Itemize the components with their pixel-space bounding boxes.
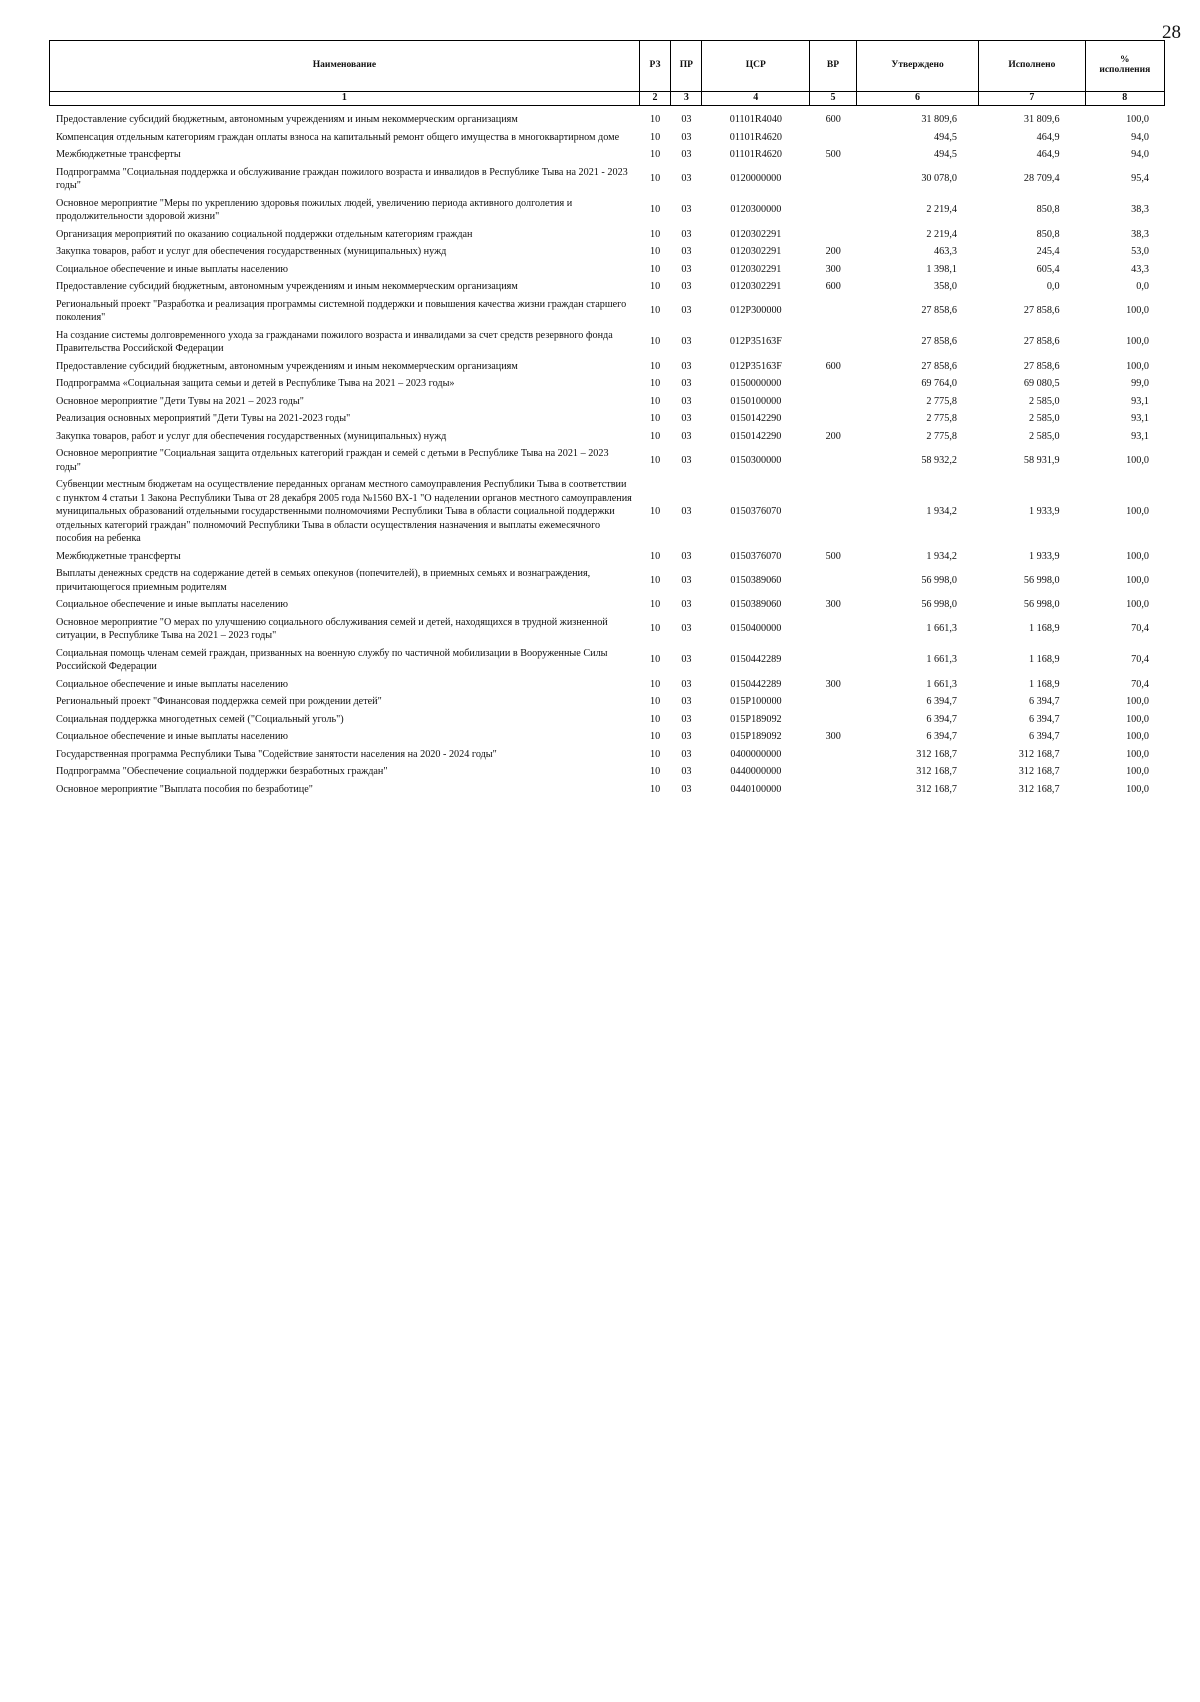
- cell-pr: 03: [681, 713, 692, 725]
- cell-rz: 10: [649, 336, 661, 348]
- cell-vr: [810, 476, 857, 548]
- cell-rz: 10: [649, 678, 661, 690]
- cell-name: Социальная поддержка многодетных семей ("Социальный уголь"): [56, 713, 344, 725]
- cell-pr: 03: [681, 281, 692, 292]
- cell-csr: 0150442289: [730, 654, 782, 666]
- cell-csr: 0400000000: [730, 748, 782, 760]
- table-row: [49, 781, 1165, 799]
- cell-vr: [810, 393, 857, 411]
- cell-executed: 58 931,9: [1023, 454, 1060, 466]
- cell-approved: 1 661,3: [926, 623, 957, 635]
- cell-percent: 38,3: [1131, 204, 1149, 216]
- cell-name: Основное мероприятие "Дети Тувы на 2021 – 2023 годы": [56, 395, 304, 407]
- cell-rz: 10: [649, 506, 661, 517]
- cell-pr: 03: [681, 395, 692, 407]
- cell-vr: 600: [825, 360, 841, 372]
- cell-vr: [810, 164, 857, 195]
- cell-csr: 0150300000: [730, 454, 782, 466]
- cell-csr: 0120000000: [730, 173, 782, 185]
- cell-name: Социальная помощь членам семей граждан, призванных на военную службу по частичной мобилизации в Вооруженные Силы Российской Федерации: [56, 647, 608, 672]
- cell-executed: 27 858,6: [1023, 305, 1060, 317]
- cell-name: Государственная программа Республики Тыва "Содействие занятости населения на 2020 - 2024 годы": [56, 748, 497, 760]
- cell-approved: 58 932,2: [921, 454, 957, 466]
- cell-rz: 10: [649, 204, 661, 216]
- cell-name: Закупка товаров, работ и услуг для обеспечения государственных (муниципальных) нужд: [56, 430, 447, 442]
- cell-csr: 015P100000: [730, 696, 782, 707]
- col-header-pr: ПР: [671, 41, 702, 92]
- table-row: [49, 428, 1165, 446]
- cell-name: Предоставление субсидий бюджетным, автономным учреждениям и иным некоммерческим организациям: [56, 114, 518, 125]
- cell-name: Предоставление субсидий бюджетным, автономным учреждениям и иным некоммерческим организациям: [56, 281, 518, 292]
- cell-pr: 03: [681, 430, 692, 442]
- cell-name: Подпрограмма «Социальная защита семьи и детей в Республике Тыва на 2021 – 2023 годы»: [56, 378, 455, 389]
- cell-approved: 30 078,0: [921, 173, 957, 185]
- cell-percent: 95,4: [1131, 173, 1149, 185]
- cell-vr: [810, 781, 857, 799]
- cell-rz: 10: [649, 281, 661, 292]
- cell-approved: 2 775,8: [926, 430, 957, 442]
- cell-approved: 69 764,0: [921, 378, 957, 389]
- col-header-percent: [1085, 41, 1164, 92]
- cell-approved: 27 858,6: [921, 305, 957, 317]
- cell-name: На создание системы долговременного ухода за гражданами пожилого возраста и инвалидами за счет средств резервного фонда Правительства Российской Федерации: [56, 329, 613, 354]
- cell-name: Основное мероприятие "Социальная защита отдельных категорий граждан и семей с детьми в Республике Тыва на 2021 – 2023 годы": [56, 448, 609, 473]
- cell-csr: 0150442289: [730, 678, 782, 690]
- cell-executed: 850,8: [1036, 228, 1060, 240]
- cell-name: Основное мероприятие "Выплата пособия по безработице": [56, 783, 313, 795]
- cell-rz: 10: [649, 766, 661, 777]
- cell-csr: 0120302291: [730, 246, 782, 257]
- cell-vr: [810, 375, 857, 393]
- cell-approved: 6 394,7: [926, 713, 957, 725]
- cell-rz: 10: [649, 713, 661, 725]
- cell-rz: 10: [649, 430, 661, 442]
- cell-percent: 100,0: [1126, 748, 1149, 760]
- cell-percent: 94,0: [1131, 131, 1149, 143]
- cell-executed: 245,4: [1036, 246, 1060, 257]
- cell-rz: 10: [649, 454, 661, 466]
- cell-vr: [810, 296, 857, 327]
- cell-vr: [810, 693, 857, 711]
- cell-csr: 0150400000: [730, 623, 782, 635]
- cell-pr: 03: [681, 114, 692, 125]
- cell-name: Межбюджетные трансферты: [56, 550, 181, 562]
- cell-rz: 10: [649, 246, 661, 257]
- cell-vr: [810, 410, 857, 428]
- cell-approved: 2 219,4: [926, 204, 957, 216]
- table-row: [49, 296, 1165, 327]
- cell-csr: 01101R4620: [729, 131, 783, 143]
- col-number: 2: [639, 92, 670, 106]
- cell-percent: 94,0: [1131, 149, 1149, 160]
- cell-pr: 03: [681, 678, 692, 690]
- cell-name: Социальное обеспечение и иные выплаты населению: [56, 678, 289, 690]
- cell-name: Закупка товаров, работ и услуг для обеспечения государственных (муниципальных) нужд: [56, 246, 447, 257]
- cell-rz: 10: [649, 263, 661, 275]
- cell-rz: 10: [649, 599, 661, 610]
- cell-csr: 0150100000: [730, 395, 782, 407]
- cell-name: Социальное обеспечение и иные выплаты населению: [56, 599, 289, 610]
- cell-name: Региональный проект "Финансовая поддержка семей при рождении детей": [56, 696, 382, 707]
- cell-percent: 100,0: [1126, 783, 1149, 795]
- table-row: [49, 410, 1165, 428]
- table-header: [49, 40, 1165, 106]
- table-row: [49, 746, 1165, 764]
- cell-executed: 28 709,4: [1023, 173, 1060, 185]
- cell-vr: [810, 195, 857, 226]
- cell-name: Основное мероприятие "Меры по укреплению здоровья пожилых людей, увеличению периода активного долголетия и продолжительности здоровой жизни": [56, 197, 573, 222]
- cell-pr: 03: [681, 246, 692, 257]
- cell-rz: 10: [649, 574, 661, 586]
- cell-pr: 03: [681, 550, 692, 562]
- cell-vr: 600: [825, 114, 841, 125]
- cell-rz: 10: [649, 360, 661, 372]
- cell-pr: 03: [681, 506, 692, 517]
- cell-approved: 358,0: [934, 281, 957, 292]
- cell-csr: 0440100000: [730, 783, 782, 795]
- cell-csr: 0150142290: [730, 430, 782, 442]
- cell-rz: 10: [649, 114, 661, 125]
- cell-approved: 56 998,0: [921, 599, 957, 610]
- table-row: [49, 146, 1165, 164]
- col-header-name: Наименование: [50, 41, 640, 92]
- col-header-executed: Исполнено: [979, 41, 1085, 92]
- cell-approved: 27 858,6: [921, 360, 957, 372]
- col-number: 4: [702, 92, 810, 106]
- cell-name: Социальное обеспечение и иные выплаты населению: [56, 731, 289, 742]
- cell-csr: 0150389060: [730, 599, 782, 610]
- table-row: [49, 129, 1165, 147]
- table-body: [49, 111, 1165, 798]
- cell-approved: 2 775,8: [926, 395, 957, 407]
- cell-executed: 1 933,9: [1028, 550, 1060, 562]
- cell-csr: 0440000000: [730, 766, 782, 777]
- cell-approved: 1 661,3: [926, 678, 957, 690]
- cell-csr: 0120302291: [730, 281, 782, 292]
- cell-pr: 03: [681, 336, 692, 348]
- cell-approved: 2 219,4: [926, 228, 957, 240]
- cell-pr: 03: [681, 204, 692, 216]
- cell-approved: 312 168,7: [916, 766, 957, 777]
- cell-executed: 1 168,9: [1028, 654, 1060, 666]
- cell-name: Региональный проект "Разработка и реализация программы системной поддержки и повышения качества жизни граждан старшего поколения": [56, 298, 627, 323]
- cell-pr: 03: [681, 131, 692, 143]
- cell-executed: 1 933,9: [1028, 506, 1060, 517]
- cell-percent: 100,0: [1126, 574, 1149, 586]
- table-row: [49, 327, 1165, 358]
- cell-percent: 70,4: [1131, 654, 1149, 666]
- cell-pr: 03: [681, 149, 692, 160]
- cell-csr: 01101R4620: [729, 149, 783, 160]
- cell-percent: 0,0: [1136, 281, 1149, 292]
- cell-name: Выплаты денежных средств на содержание детей в семьях опекунов (попечителей), в приемных семьях и вознаграждения, причитающегося приемным родителям: [56, 568, 591, 593]
- cell-name: Подпрограмма "Социальная поддержка и обслуживание граждан пожилого возраста и инвалидов в Республике Тыва на 2021 - 2023 годы": [56, 166, 628, 191]
- cell-executed: 464,9: [1036, 131, 1060, 143]
- col-header-approved: Утверждено: [856, 41, 978, 92]
- cell-percent: 53,0: [1131, 246, 1149, 257]
- cell-rz: 10: [649, 748, 661, 760]
- table-row: [49, 243, 1165, 261]
- cell-approved: 6 394,7: [926, 696, 957, 707]
- cell-percent: 99,0: [1131, 378, 1149, 389]
- cell-vr: 200: [825, 246, 841, 257]
- cell-rz: 10: [649, 173, 661, 185]
- cell-executed: 27 858,6: [1023, 360, 1060, 372]
- cell-csr: 015P189092: [730, 713, 782, 725]
- table-row: [49, 676, 1165, 694]
- cell-executed: 2 585,0: [1028, 413, 1060, 424]
- cell-approved: 31 809,6: [921, 114, 957, 125]
- table-row: [49, 226, 1165, 244]
- cell-vr: 500: [825, 149, 841, 160]
- table-row: [49, 645, 1165, 676]
- cell-csr: 0150142290: [730, 413, 782, 424]
- table-row: [49, 711, 1165, 729]
- cell-percent: 70,4: [1131, 623, 1149, 635]
- cell-vr: [810, 763, 857, 781]
- table-row: [49, 445, 1165, 476]
- cell-vr: [810, 445, 857, 476]
- cell-rz: 10: [649, 413, 661, 424]
- cell-percent: 100,0: [1126, 696, 1149, 707]
- cell-executed: 6 394,7: [1028, 731, 1060, 742]
- cell-percent: 100,0: [1126, 713, 1149, 725]
- cell-vr: 600: [825, 281, 841, 292]
- cell-percent: 70,4: [1131, 678, 1149, 690]
- cell-vr: [810, 226, 857, 244]
- cell-pr: 03: [681, 263, 692, 275]
- cell-executed: 69 080,5: [1023, 378, 1060, 389]
- cell-percent: 100,0: [1126, 114, 1149, 125]
- cell-approved: 1 398,1: [926, 263, 957, 275]
- cell-csr: 012P35163F: [729, 336, 782, 348]
- cell-name: Предоставление субсидий бюджетным, автономным учреждениям и иным некоммерческим организациям: [56, 360, 518, 372]
- cell-csr: 0120302291: [730, 228, 782, 240]
- cell-csr: 015P189092: [730, 731, 782, 742]
- table-row: [49, 375, 1165, 393]
- cell-pr: 03: [681, 360, 692, 372]
- col-number: 3: [671, 92, 702, 106]
- col-number: 8: [1085, 92, 1164, 106]
- cell-name: Межбюджетные трансферты: [56, 149, 181, 160]
- cell-csr: 012P300000: [730, 305, 782, 317]
- cell-vr: 300: [825, 731, 841, 742]
- cell-rz: 10: [649, 395, 661, 407]
- cell-vr: [810, 129, 857, 147]
- cell-vr: [810, 614, 857, 645]
- cell-executed: 1 168,9: [1028, 623, 1060, 635]
- table-row: [49, 195, 1165, 226]
- cell-rz: 10: [649, 131, 661, 143]
- cell-executed: 850,8: [1036, 204, 1060, 216]
- cell-executed: 1 168,9: [1028, 678, 1060, 690]
- cell-name: Компенсация отдельным категориям граждан оплаты взноса на капитальный ремонт общего имущества в многоквартирном доме: [56, 131, 620, 143]
- cell-name: Реализация основных мероприятий "Дети Тувы на 2021-2023 годы": [56, 413, 351, 424]
- cell-executed: 312 168,7: [1018, 748, 1060, 760]
- cell-vr: 300: [825, 263, 841, 275]
- cell-rz: 10: [649, 654, 661, 666]
- cell-percent: 100,0: [1126, 336, 1149, 348]
- cell-pr: 03: [681, 783, 692, 795]
- col-header-percent-sign: %: [1120, 55, 1130, 66]
- table-row: [49, 565, 1165, 596]
- col-header-csr: ЦСР: [702, 41, 810, 92]
- cell-executed: 27 858,6: [1023, 336, 1060, 348]
- cell-pr: 03: [681, 623, 692, 635]
- cell-approved: 6 394,7: [926, 731, 957, 742]
- cell-csr: 0150000000: [730, 378, 782, 389]
- col-header-rz: РЗ: [639, 41, 670, 92]
- cell-percent: 100,0: [1126, 305, 1149, 317]
- cell-pr: 03: [681, 228, 692, 240]
- cell-executed: 0,0: [1046, 281, 1060, 292]
- cell-rz: 10: [649, 378, 661, 389]
- cell-approved: 463,3: [934, 246, 957, 257]
- cell-executed: 312 168,7: [1018, 766, 1060, 777]
- table-row: [49, 728, 1165, 746]
- cell-percent: 100,0: [1126, 550, 1149, 562]
- cell-rz: 10: [649, 550, 661, 562]
- cell-pr: 03: [681, 766, 692, 777]
- cell-vr: 300: [825, 599, 841, 610]
- cell-name: Социальное обеспечение и иные выплаты населению: [56, 263, 289, 275]
- cell-csr: 0120300000: [730, 204, 782, 216]
- table-row: [49, 548, 1165, 566]
- cell-percent: 100,0: [1126, 599, 1149, 610]
- cell-percent: 100,0: [1126, 731, 1149, 742]
- cell-executed: 56 998,0: [1023, 574, 1060, 586]
- table-row: [49, 693, 1165, 711]
- cell-executed: 464,9: [1036, 149, 1060, 160]
- cell-percent: 93,1: [1131, 430, 1149, 442]
- table-row: [49, 261, 1165, 279]
- cell-executed: 312 168,7: [1018, 783, 1060, 795]
- col-header-percent-label: исполнения: [1099, 65, 1151, 75]
- cell-percent: 100,0: [1126, 766, 1149, 777]
- cell-pr: 03: [681, 696, 692, 707]
- cell-pr: 03: [681, 599, 692, 610]
- cell-percent: 93,1: [1131, 413, 1149, 424]
- cell-rz: 10: [649, 623, 661, 635]
- cell-name: Организация мероприятий по оказанию социальной поддержки отдельным категориям граждан: [56, 228, 473, 240]
- col-header-vr: ВР: [810, 41, 857, 92]
- cell-rz: 10: [649, 149, 661, 160]
- cell-percent: 43,3: [1131, 263, 1149, 275]
- cell-executed: 31 809,6: [1023, 114, 1060, 125]
- cell-name: Подпрограмма "Обеспечение социальной поддержки безработных граждан": [56, 766, 388, 777]
- cell-name: Основное мероприятие "О мерах по улучшению социального обслуживания семей и детей, находящихся в трудной жизненной ситуации, в Республике Тыва на 2021 – 2023 годы": [56, 616, 608, 641]
- cell-executed: 6 394,7: [1028, 713, 1060, 725]
- cell-pr: 03: [681, 378, 692, 389]
- cell-executed: 2 585,0: [1028, 395, 1060, 407]
- cell-vr: [810, 711, 857, 729]
- cell-executed: 605,4: [1036, 263, 1060, 275]
- cell-rz: 10: [649, 696, 661, 707]
- cell-pr: 03: [681, 574, 692, 586]
- cell-approved: 2 775,8: [926, 413, 957, 424]
- cell-vr: [810, 645, 857, 676]
- table-row: [49, 763, 1165, 781]
- cell-pr: 03: [681, 305, 692, 317]
- table-row: [49, 164, 1165, 195]
- cell-pr: 03: [681, 654, 692, 666]
- table-row: [49, 111, 1165, 129]
- cell-approved: 1 661,3: [926, 654, 957, 666]
- cell-vr: 200: [825, 430, 841, 442]
- cell-pr: 03: [681, 748, 692, 760]
- cell-rz: 10: [649, 228, 661, 240]
- cell-pr: 03: [681, 413, 692, 424]
- cell-vr: 300: [825, 678, 841, 690]
- cell-percent: 100,0: [1126, 454, 1149, 466]
- cell-executed: 6 394,7: [1028, 696, 1060, 707]
- col-number: 5: [810, 92, 857, 106]
- cell-csr: 0150389060: [730, 574, 782, 586]
- cell-name: Субвенции местным бюджетам на осуществление переданных органам местного самоуправления Республики Тыва в соответствии с пунктом 4 статьи 1 Закона Республики Тыва от 28 декабря 2005 года №1560 ВХ-1 "О наделении органов местного самоуправления муниципальных образований отдельными государственными полномочиями Республики Тыва в области социальной поддержки отдельных категорий граждан" полномочий Республики Тыва в области осуществления назначения и выплаты ежемесячного пособия на ребенка: [56, 479, 632, 544]
- budget-table: [49, 111, 1165, 798]
- cell-rz: 10: [649, 305, 661, 317]
- cell-csr: 0120302291: [730, 263, 782, 275]
- col-number: 1: [50, 92, 640, 106]
- cell-approved: 1 934,2: [926, 550, 957, 562]
- cell-approved: 1 934,2: [926, 506, 957, 517]
- cell-csr: 0150376070: [730, 506, 782, 517]
- cell-vr: 500: [825, 550, 841, 562]
- cell-rz: 10: [649, 731, 661, 742]
- cell-percent: 100,0: [1126, 506, 1149, 517]
- table-row: [49, 393, 1165, 411]
- cell-rz: 10: [649, 783, 661, 795]
- cell-vr: [810, 327, 857, 358]
- cell-approved: 56 998,0: [921, 574, 957, 586]
- table-row: [49, 476, 1165, 548]
- cell-percent: 100,0: [1126, 360, 1149, 372]
- cell-approved: 494,5: [934, 131, 957, 143]
- table-row: [49, 278, 1165, 296]
- page-number: 28: [1162, 22, 1181, 43]
- cell-csr: 012P35163F: [729, 360, 782, 372]
- cell-executed: 2 585,0: [1028, 430, 1060, 442]
- cell-percent: 38,3: [1131, 228, 1149, 240]
- cell-csr: 01101R4040: [729, 114, 783, 125]
- cell-vr: [810, 746, 857, 764]
- cell-percent: 93,1: [1131, 395, 1149, 407]
- cell-approved: 494,5: [934, 149, 957, 160]
- table-row: [49, 596, 1165, 614]
- cell-approved: 312 168,7: [916, 783, 957, 795]
- cell-vr: [810, 565, 857, 596]
- col-number: 6: [856, 92, 978, 106]
- cell-csr: 0150376070: [730, 550, 782, 562]
- cell-approved: 27 858,6: [921, 336, 957, 348]
- cell-approved: 312 168,7: [916, 748, 957, 760]
- cell-pr: 03: [681, 731, 692, 742]
- table-row: [49, 358, 1165, 376]
- cell-pr: 03: [681, 454, 692, 466]
- cell-executed: 56 998,0: [1023, 599, 1060, 610]
- cell-pr: 03: [681, 173, 692, 185]
- table-row: [49, 614, 1165, 645]
- col-number: 7: [979, 92, 1085, 106]
